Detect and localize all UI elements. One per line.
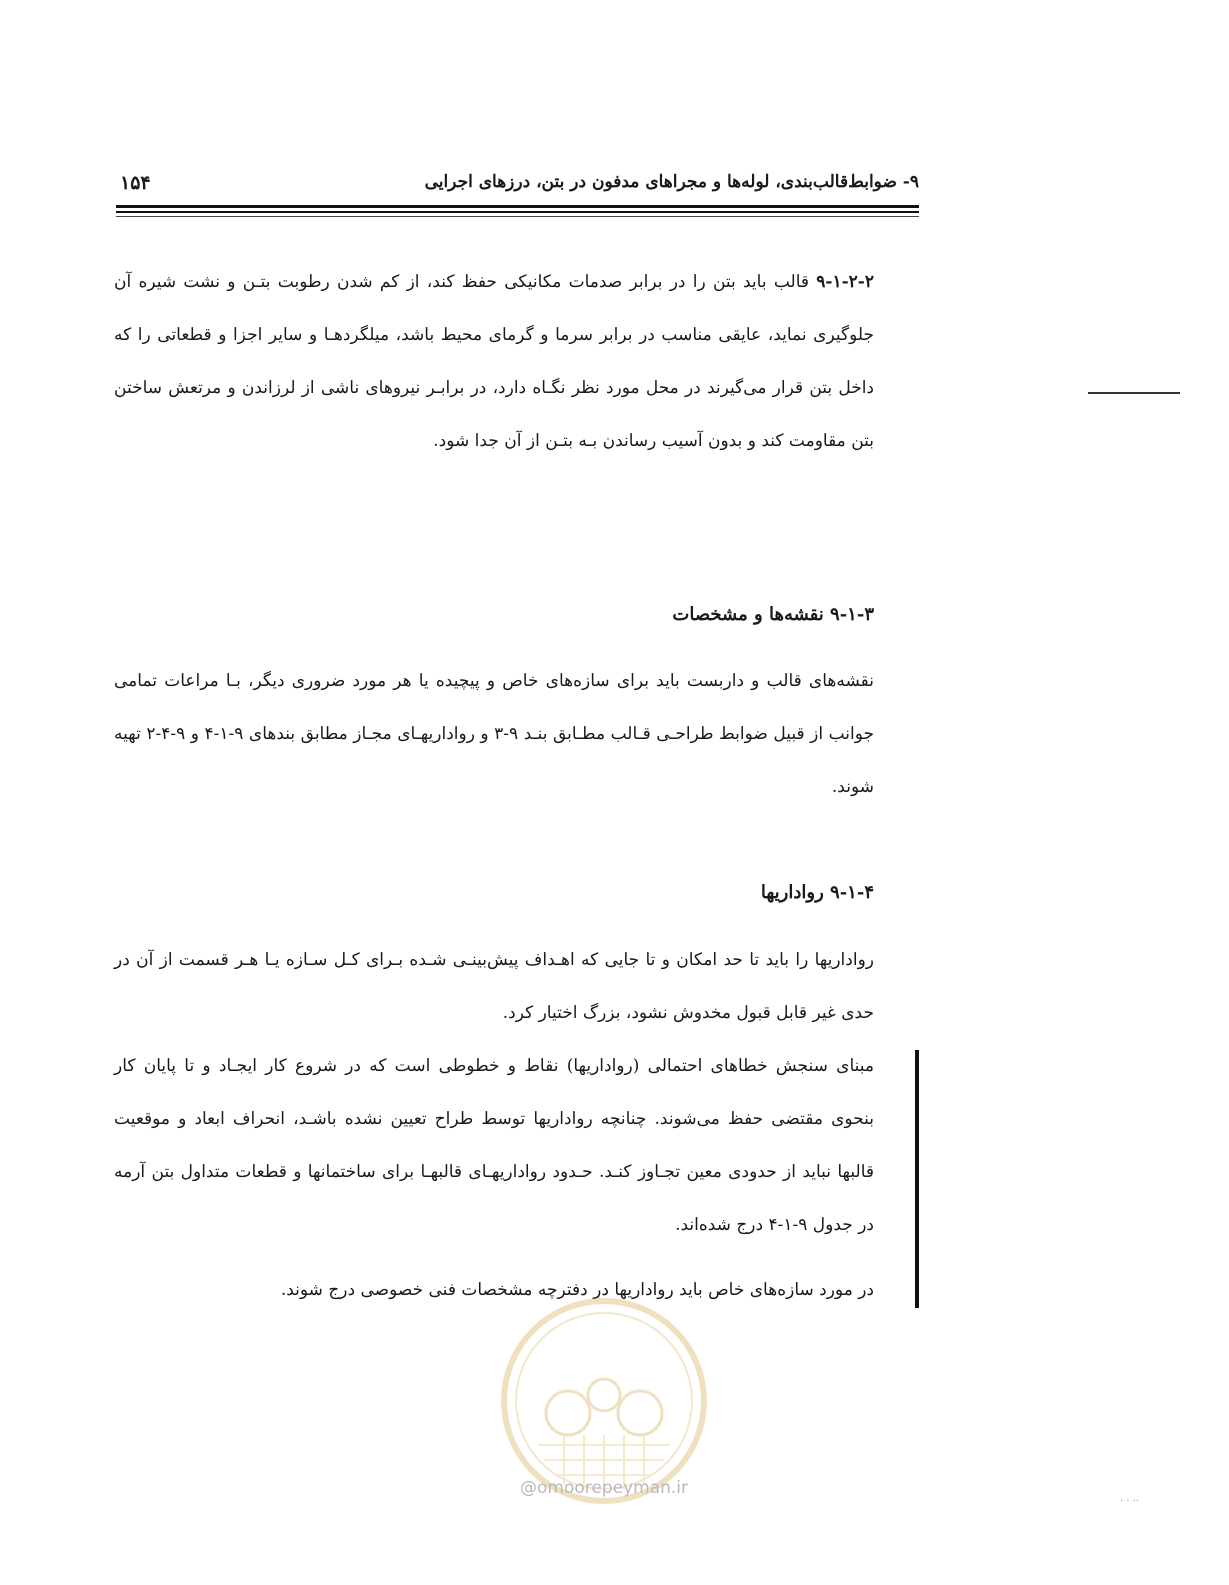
clause-number: ۹-۱-۲-۲ xyxy=(816,272,874,292)
header-rule-top xyxy=(116,205,919,208)
paragraph-drawings: نقشه‌های قالب و داربست باید برای سازه‌های خاص و پیچیده یا هر مورد ضروری دیگر، بـا مراعات تمامی جوانب از قبیل ضوابط طراحـی قـالب مطـابق بنـد ۹-۳ و رواداریهـای مجـاز مطابق بندهای ۹-۱-۴ و ۹-۴-۲ تهیه شوند. xyxy=(114,671,875,797)
header-title: ۹- ضوابط‌قالب‌بندی، لوله‌ها و مجراهای مدفون در بتن، درزهای اجرایی xyxy=(424,172,919,192)
paragraph-tolerances-intro: رواداریها را باید تا حد امکان و تا جایی که اهـداف پیش‌بینـی شـده بـرای کـل سـازه یـا هـر قسمت از آن در حدی غیر قابل قبول مخدوش نشود، بزرگ اختیار کرد. xyxy=(114,950,874,1023)
revision-bar xyxy=(915,1050,919,1308)
watermark-logo xyxy=(498,1295,710,1507)
header-rule-middle xyxy=(116,211,919,213)
page-number: ۱۵۴ xyxy=(120,172,151,194)
watermark-url: @omoorepeyman.ir xyxy=(519,1478,689,1498)
paragraph-tolerances-basis: مبنای سنجش خطاهای احتمالی (رواداریها) نقاط و خطوطی است که در شروع کار ایجـاد و تا پایان کار بنحوی مقتضی حفظ می‌شوند. چنانچه رواداریها توسط طراح تعیین نشده باشـد، انحراف ابعاد و موقعیت قالبها نباید از حدودی معین تجـاوز کنـد. حـدود رواداریهـای قالبهـا برای ساختمانها و قطعات متداول بتن آرمه در جدول ۹-۱-۴ درج شده‌اند. xyxy=(114,1056,874,1235)
section-heading-tolerances: ۹-۱-۴ رواداریها xyxy=(760,882,874,903)
corner-marks: . . .. xyxy=(1120,1493,1140,1504)
header-rule-bottom xyxy=(116,216,919,217)
margin-mark xyxy=(1088,392,1180,394)
section-heading-drawings: ۹-۱-۳ نقشه‌ها و مشخصات xyxy=(672,604,874,625)
paragraph-text: قالب باید بتن را در برابر صدمات مکانیکی حفظ کند، از کم شدن رطوبت بتـن و نشت شیره آن جلوگیری نماید، عایقی مناسب در برابر سرما و گرمای محیط باشد، میلگردهـا و سایر اجزا و قطعاتی را که داخل بتن قرار می‌گیرند در محل مورد نظر نگـاه دارد، در برابـر نیروهای ناشی از لرزاندن و مرتعش ساختن بتن مقاومت کند و بدون آسیب رساندن بـه بتـن از آن جدا شود. xyxy=(114,272,874,451)
paragraph-special-structures: در مورد سازه‌های خاص باید رواداریها در دفترچه مشخصات فنی خصوصی درج شوند. xyxy=(280,1280,874,1300)
paragraph-9-1-2-2 xyxy=(114,256,874,468)
